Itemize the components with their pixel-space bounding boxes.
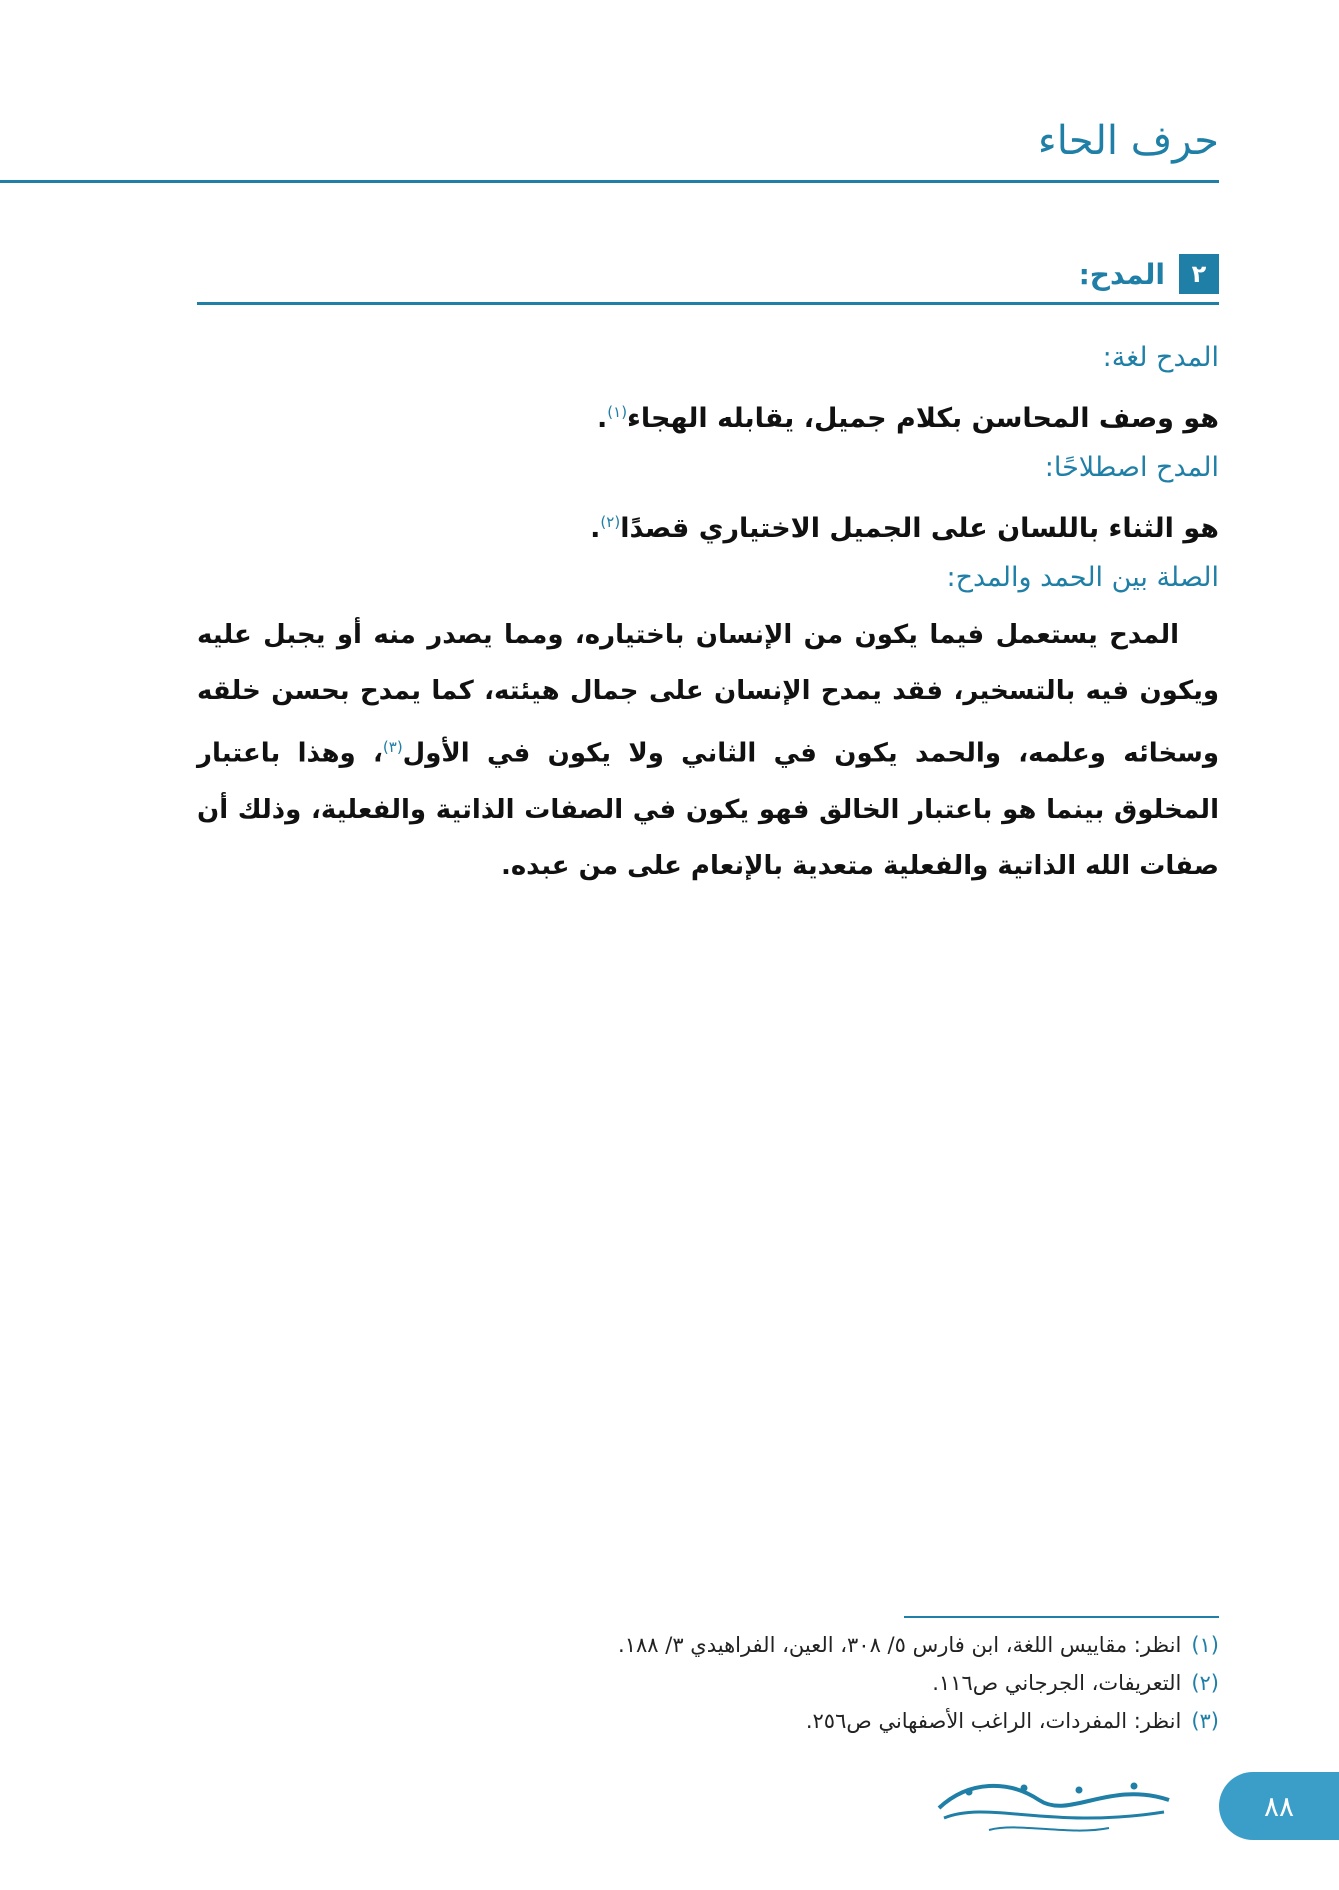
main-content [197,330,1219,894]
footnote-text: التعريفات، الجرجاني ص١١٦. [932,1671,1182,1695]
section-number-badge: ٢ [1179,254,1219,294]
page-header-title: حرف الحاء [1037,118,1219,164]
footnote-ref-2[interactable]: (٢) [600,513,621,531]
footnote-ref-1[interactable]: (١) [607,403,628,421]
page-number: ٨٨ [1219,1772,1339,1840]
footnote-marker: (٢) [1191,1671,1219,1695]
footnote-rule [904,1616,1219,1618]
section-heading [1079,254,1219,294]
section-title: المدح: [1078,257,1165,291]
relation-heading: الصلة بين الحمد والمدح: [946,562,1219,593]
footnotes [197,1626,1219,1740]
header-rule [0,180,1219,183]
encyclopedia-logo [929,1770,1179,1846]
technical-definition [197,495,1219,550]
footnote-ref-3[interactable]: (٣) [382,738,403,756]
footnote-item [197,1664,1219,1702]
technical-end: . [590,513,601,544]
technical-heading: المدح اصطلاحًا: [1044,452,1219,483]
footnote-marker: (٣) [1191,1709,1219,1733]
relation-text-2: ، وهذا باعتبار المخلوق بينما هو باعتبار الخالق فهو يكون في الصفات الذاتية والفعلية، وذلك أن صفات الله الذاتية والفعلية متعدية بالإنعام على من عبده. [197,738,1219,881]
section-rule [197,302,1219,305]
lexical-definition [197,385,1219,440]
footnote-item [197,1702,1219,1740]
technical-text: هو الثناء باللسان على الجميل الاختياري قصدًا [620,513,1219,544]
relation-paragraph [197,607,1219,894]
footnote-marker: (١) [1191,1633,1219,1657]
footnote-text: انظر: المفردات، الراغب الأصفهاني ص٢٥٦. [805,1709,1182,1733]
lexical-text: هو وصف المحاسن بكلام جميل، يقابله الهجاء [627,403,1219,434]
relation-text-1: المدح يستعمل فيما يكون من الإنسان باختياره، ومما يصدر منه أو يجبل عليه ويكون فيه بالتسخير، فقد يمدح الإنسان على جمال هيئته، كما يمدح بحسن خلقه وسخائه وعلمه، والحمد يكون في الثاني ولا يكون في الأول [197,620,1220,769]
footnote-text: انظر: مقاييس اللغة، ابن فارس ٥/ ٣٠٨، العين، الفراهيدي ٣/ ١٨٨. [618,1633,1182,1657]
lexical-heading: المدح لغة: [1102,342,1219,373]
footnote-item [197,1626,1219,1664]
lexical-end: . [597,403,608,434]
